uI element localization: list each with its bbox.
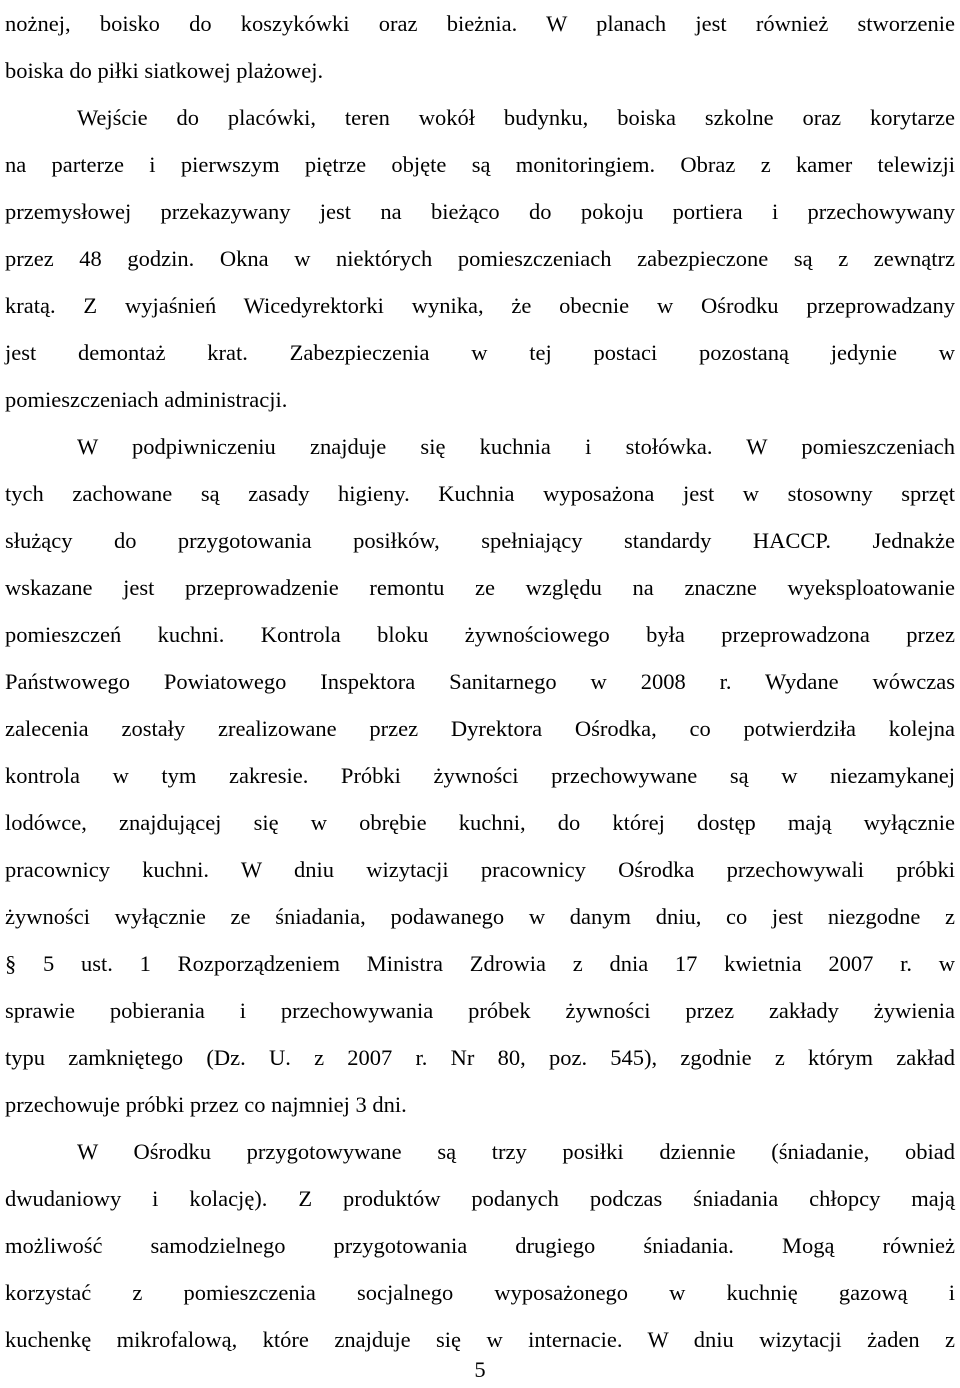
text-line: Państwowego Powiatowego Inspektora Sanitarnego w 2008 r. Wydane wówczas [5,669,955,694]
text-line: przemysłowej przekazywany jest na bieżąco do pokoju portiera i przechowywany [5,199,955,224]
page-number: 5 [474,1357,486,1382]
paragraph-sports-facilities [5,0,955,94]
text-line: przechowuje próbki przez co najmniej 3 dni. [5,1092,407,1117]
text-line: korzystać z pomieszczenia socjalnego wyposażonego w kuchnię gazową i [5,1280,955,1305]
text-line: W Ośrodku przygotowywane są trzy posiłki dziennie (śniadanie, obiad [77,1139,955,1164]
text-line: W podpiwniczeniu znajduje się kuchnia i stołówka. W pomieszczeniach [77,434,955,459]
text-line: kuchenkę mikrofalową, które znajduje się w internacie. W dniu wizytacji żaden z [5,1327,955,1352]
text-line: wskazane jest przeprowadzenie remontu ze względu na znaczne wyeksploatowanie [5,575,955,600]
text-line: pomieszczeń kuchni. Kontrola bloku żywnościowego była przeprowadzona przez [5,622,955,647]
text-line: lodówce, znajdującej się w obrębie kuchni, do której dostęp mają wyłącznie [5,810,955,835]
text-line: Wejście do placówki, teren wokół budynku, boiska szkolne oraz korytarze [77,105,955,130]
paragraph-meals [5,1128,955,1363]
text-line: kratą. Z wyjaśnień Wicedyrektorki wynika, że obecnie w Ośrodku przeprowadzany [5,293,955,318]
text-line: zalecenia zostały zrealizowane przez Dyrektora Ośrodka, co potwierdziła kolejna [5,716,955,741]
text-line: § 5 ust. 1 Rozporządzeniem Ministra Zdrowia z dnia 17 kwietnia 2007 r. w [5,951,955,976]
text-line: dwudaniowy i kolację). Z produktów podanych podczas śniadania chłopcy mają [5,1186,955,1211]
text-line: służący do przygotowania posiłków, spełniający standardy HACCP. Jednakże [5,528,955,553]
text-line: przez 48 godzin. Okna w niektórych pomieszczeniach zabezpieczone są z zewnątrz [5,246,955,271]
paragraph-kitchen [5,423,955,1128]
paragraph-monitoring [5,94,955,423]
text-line: boiska do piłki siatkowej plażowej. [5,58,324,83]
text-line: pracownicy kuchni. W dniu wizytacji pracownicy Ośrodka przechowywali próbki [5,857,955,882]
text-line: nożnej, boisko do koszykówki oraz bieżnia. W planach jest również stworzenie [5,11,955,36]
text-line: typu zamkniętego (Dz. U. z 2007 r. Nr 80, poz. 545), zgodnie z którym zakład [5,1045,955,1070]
document-page [5,0,955,1363]
text-line: pomieszczeniach administracji. [5,387,288,412]
text-line: możliwość samodzielnego przygotowania drugiego śniadania. Mogą również [5,1233,955,1258]
text-line: tych zachowane są zasady higieny. Kuchnia wyposażona jest w stosowny sprzęt [5,481,955,506]
text-line: na parterze i pierwszym piętrze objęte są monitoringiem. Obraz z kamer telewizji [5,152,955,177]
text-line: żywności wyłącznie ze śniadania, podawanego w danym dniu, co jest niezgodne z [5,904,955,929]
text-line: sprawie pobierania i przechowywania próbek żywności przez zakłady żywienia [5,998,955,1023]
text-line: kontrola w tym zakresie. Próbki żywności przechowywane są w niezamykanej [5,763,955,788]
text-line: jest demontaż krat. Zabezpieczenia w tej postaci pozostaną jedynie w [5,340,955,365]
